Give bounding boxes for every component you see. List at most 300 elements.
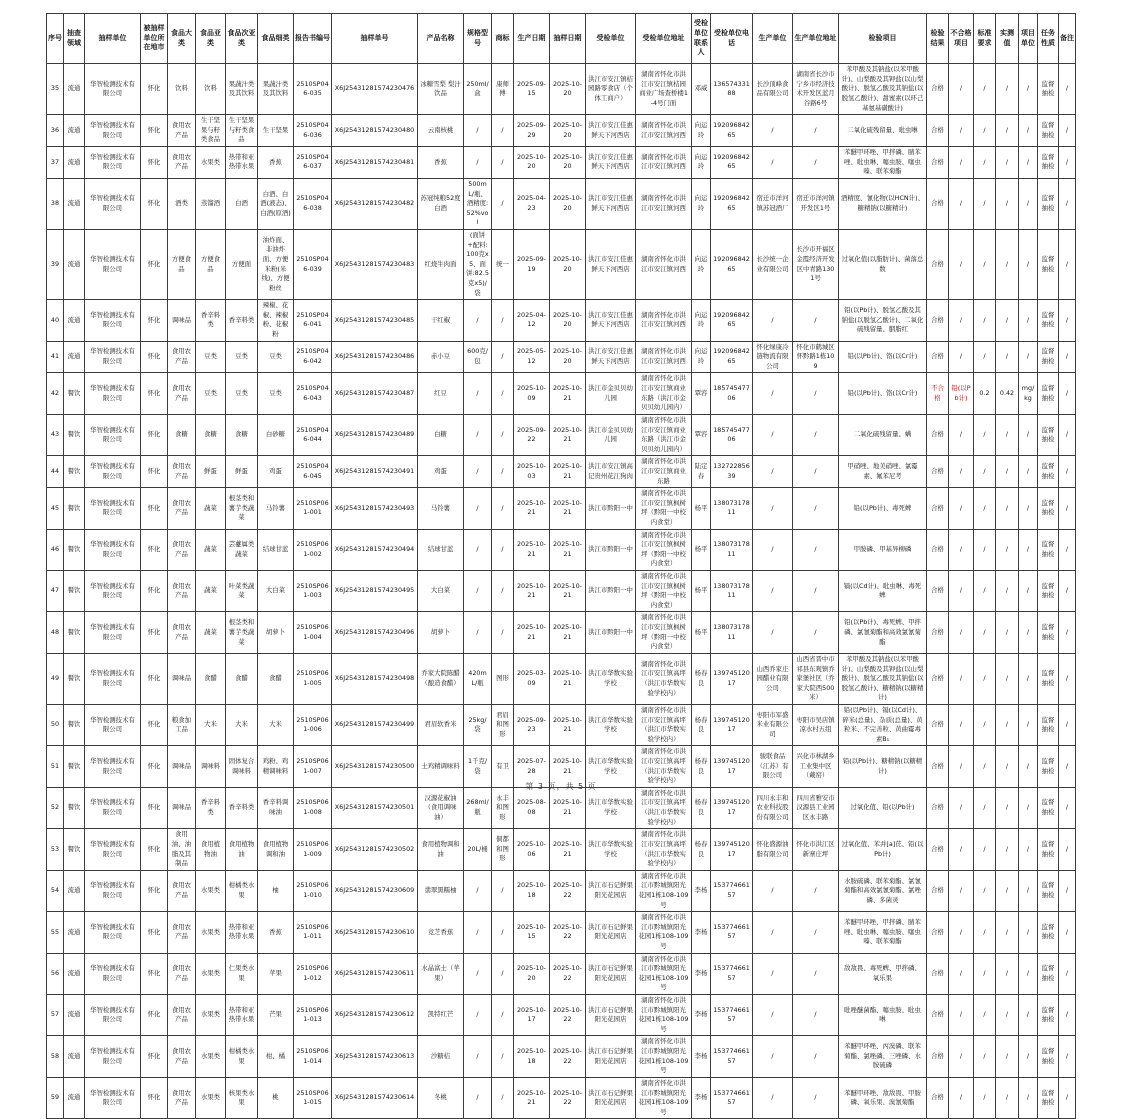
table-cell: 流通 xyxy=(64,1077,85,1118)
table-cell: 20L/桶 xyxy=(464,829,492,870)
header-cell: 抽查领域 xyxy=(64,14,85,64)
table-cell: 热带和亚热带水果 xyxy=(226,995,258,1036)
table-cell: 流通 xyxy=(64,953,85,994)
table-cell: 香辛料类 xyxy=(226,300,258,341)
table-cell: 2510SP061-003 xyxy=(294,571,332,612)
table-row xyxy=(47,488,1076,529)
table-cell: 怀化 xyxy=(141,529,168,570)
table-cell: 2025-10-20 xyxy=(514,147,550,179)
table-cell: 豆类 xyxy=(258,341,294,373)
table-cell: 怀化 xyxy=(141,229,168,299)
table-cell: 2510SP046-041 xyxy=(294,300,332,341)
table-cell: 过氧化值、铅(以Pb计) xyxy=(839,787,927,828)
header-cell: 受检单位地址 xyxy=(636,14,692,64)
table-cell: 38 xyxy=(47,178,64,229)
table-cell: 柑、橘 xyxy=(258,1036,294,1077)
table-cell: / xyxy=(1019,653,1038,704)
table-cell: 怀化 xyxy=(141,414,168,455)
table-cell: 华智检测技术有限公司 xyxy=(85,64,141,115)
table-cell: 赤小豆 xyxy=(418,341,464,373)
table-cell: 向运玲 xyxy=(692,229,711,299)
table-cell: 湖南省怀化市洪江市黔城镇阳光花园1栋108-109号 xyxy=(636,912,692,953)
table-cell: X6J25431281574230496 xyxy=(332,612,418,653)
table-cell: / xyxy=(996,653,1019,704)
table-cell: / xyxy=(996,456,1019,488)
table-cell: 36 xyxy=(47,115,64,147)
table-cell: 2025-10-21 xyxy=(550,653,586,704)
table-cell: 甲硝唑、地美硝唑、氯霉素、氟苯尼考 xyxy=(839,456,927,488)
table-cell: 华智检测技术有限公司 xyxy=(85,1077,141,1118)
header-cell: 项目单位 xyxy=(1019,14,1038,64)
table-cell: 餐饮 xyxy=(64,612,85,653)
table-cell: / xyxy=(974,488,996,529)
table-cell: 监督抽检 xyxy=(1038,953,1059,994)
table-cell: / xyxy=(464,870,492,911)
header-cell: 生产单位地址 xyxy=(793,14,839,64)
table-cell: 2025-10-18 xyxy=(514,870,550,911)
table-cell: 水胺硫磷、联苯菊酯、氯氰菊酯和高效氯氰菊酯、氯唑磷、多菌灵 xyxy=(839,870,927,911)
table-cell: 邓威 xyxy=(692,64,711,115)
table-cell: / xyxy=(974,1036,996,1077)
table-cell: 甲胺磷、甲基异柳磷 xyxy=(839,529,927,570)
table-cell: 合格 xyxy=(927,995,949,1036)
table-cell: 50 xyxy=(47,704,64,745)
table-cell: 怀化市鹤城区怀黔路1栋109 xyxy=(793,341,839,373)
table-cell: 合格 xyxy=(927,115,949,147)
table-cell: 白糖 xyxy=(418,414,464,455)
table-cell: 镉(以Cd计)、吡虫啉、毒死蜱 xyxy=(839,571,927,612)
table-cell: 合格 xyxy=(927,1036,949,1077)
table-cell: X6J25431281574230500 xyxy=(332,746,418,787)
table-cell: 2510SP046-045 xyxy=(294,456,332,488)
table-cell: 铅(以Pb计) xyxy=(949,373,974,414)
table-cell: 2025-08-08 xyxy=(514,787,550,828)
table-cell: 杨平 xyxy=(692,488,711,529)
table-cell: / xyxy=(949,529,974,570)
table-cell: 白酒 xyxy=(226,178,258,229)
table-cell: / xyxy=(464,1077,492,1118)
header-cell: 实测值 xyxy=(996,14,1019,64)
table-cell: 13807317811 xyxy=(711,612,753,653)
table-cell: 餐饮 xyxy=(64,746,85,787)
table-cell: 19209684265 xyxy=(711,300,753,341)
table-cell: 怀化 xyxy=(141,147,168,179)
table-cell: 山西乔家庄园醋业有限公司 xyxy=(753,653,793,704)
table-cell: X6J25431281574230499 xyxy=(332,704,418,745)
table-cell: 食用农产品 xyxy=(168,373,196,414)
table-cell: / xyxy=(996,870,1019,911)
table-cell: 食用植物油 xyxy=(226,829,258,870)
table-cell: 铅(以Pb计)、毒死蜱 xyxy=(839,488,927,529)
table-cell: 监督抽检 xyxy=(1038,341,1059,373)
table-cell: / xyxy=(996,995,1019,1036)
table-cell: 生干坚果与籽类食品 xyxy=(196,115,226,147)
table-cell: 杨春良 xyxy=(692,653,711,704)
table-cell: 柑橘类水果 xyxy=(226,1036,258,1077)
table-cell: / xyxy=(464,115,492,147)
table-cell: 李杨 xyxy=(692,1077,711,1118)
table-cell: 监督抽检 xyxy=(1038,912,1059,953)
table-cell: 洪江市华数实验学校 xyxy=(586,787,636,828)
table-row xyxy=(47,414,1076,455)
table-cell: 李杨 xyxy=(692,870,711,911)
table-cell: 二氧化硫残留量、螨 xyxy=(839,414,927,455)
table-cell: 监督抽检 xyxy=(1038,373,1059,414)
table-cell: 洪江市华数实验学校 xyxy=(586,829,636,870)
table-cell: X6J25431281574230614 xyxy=(332,1077,418,1118)
table-cell: 水果类 xyxy=(196,953,226,994)
table-cell: 19209684265 xyxy=(711,229,753,299)
table-cell: / xyxy=(974,612,996,653)
table-cell: / xyxy=(949,456,974,488)
table-cell: 向运玲 xyxy=(692,178,711,229)
header-cell: 抽样单位 xyxy=(85,14,141,64)
table-row xyxy=(47,995,1076,1036)
table-cell: 15377466157 xyxy=(711,870,753,911)
table-cell: 怀化 xyxy=(141,829,168,870)
table-cell: 湖南省怀化市洪江市安江镇商业东路（洪江市金贝贝幼儿园内） xyxy=(636,414,692,455)
table-cell: 15377466157 xyxy=(711,1077,753,1118)
table-cell: 44 xyxy=(47,456,64,488)
table-cell: 大白菜 xyxy=(258,571,294,612)
table-cell: 怀化 xyxy=(141,300,168,341)
table-cell: / xyxy=(492,1077,514,1118)
table-cell: 食醋 xyxy=(258,653,294,704)
table-cell: 苯醚甲环唑、甲拌磷、腈苯唑、吡虫啉、噻虫胺、噻虫嗪、联苯菊酯 xyxy=(839,147,927,179)
table-cell: 水果类 xyxy=(196,995,226,1036)
table-cell: / xyxy=(492,300,514,341)
table-cell: / xyxy=(1059,870,1076,911)
header-cell: 受检单位 xyxy=(586,14,636,64)
header-cell: 食品次亚类 xyxy=(226,14,258,64)
table-cell: / xyxy=(464,414,492,455)
table-cell: 监督抽检 xyxy=(1038,995,1059,1036)
table-cell: 水果类 xyxy=(196,147,226,179)
table-cell: 合格 xyxy=(927,746,949,787)
table-cell: / xyxy=(996,912,1019,953)
table-cell: 食用农产品 xyxy=(168,341,196,373)
table-cell: 2510SP061-013 xyxy=(294,995,332,1036)
table-cell: 51 xyxy=(47,746,64,787)
table-cell: 餐饮 xyxy=(64,571,85,612)
table-cell: 食糖 xyxy=(196,414,226,455)
table-cell: / xyxy=(1019,829,1038,870)
table-cell: 2510SP061-006 xyxy=(294,704,332,745)
table-cell: / xyxy=(949,1077,974,1118)
table-row xyxy=(47,456,1076,488)
table-cell: 香蕉 xyxy=(258,147,294,179)
table-cell: 鸡蛋 xyxy=(418,456,464,488)
table-cell: 水果类 xyxy=(196,870,226,911)
table-cell: 食用农产品 xyxy=(168,488,196,529)
table-cell: 湖南省怀化市洪江市安江镇枫树坪（黔阳一中校内食堂） xyxy=(636,488,692,529)
table-cell: 调味品 xyxy=(168,787,196,828)
table-cell: 香辛料类 xyxy=(196,787,226,828)
table-row xyxy=(47,341,1076,373)
table-cell: 洪江市安江镇高记贵州花江狗肉 xyxy=(586,456,636,488)
table-cell: / xyxy=(1019,300,1038,341)
table-cell: 监督抽检 xyxy=(1038,529,1059,570)
table-cell: / xyxy=(464,488,492,529)
table-cell: 湖南省怀化市洪江市黔城镇阳光花园1栋108-109号 xyxy=(636,1077,692,1118)
table-cell: / xyxy=(996,115,1019,147)
table-cell: 根茎类和薯芋类蔬菜 xyxy=(226,488,258,529)
table-cell: 柑橘类水果 xyxy=(226,870,258,911)
table-cell: / xyxy=(949,829,974,870)
table-cell: 洪江市黔阳一中 xyxy=(586,529,636,570)
table-cell: 湖南省怀化市洪江市黔城镇阳光花园1栋108-109号 xyxy=(636,870,692,911)
table-cell: / xyxy=(1059,64,1076,115)
table-cell: 固体复合调味料 xyxy=(226,746,258,787)
table-cell: / xyxy=(464,529,492,570)
table-cell: 湖南省怀化市洪江市安江镇枫树坪（黔阳一中校内食堂） xyxy=(636,529,692,570)
header-cell: 任务性质 xyxy=(1038,14,1059,64)
table-cell: 合格 xyxy=(927,529,949,570)
table-cell: 汉源花椒油（食用调味油） xyxy=(418,787,464,828)
header-cell: 不合格项目 xyxy=(949,14,974,64)
table-cell: / xyxy=(1059,488,1076,529)
table-cell: / xyxy=(793,488,839,529)
table-cell: / xyxy=(996,953,1019,994)
table-cell: 流通 xyxy=(64,178,85,229)
header-cell: 生产单位 xyxy=(753,14,793,64)
table-cell: 合格 xyxy=(927,341,949,373)
table-cell: 苯甲酸及其钠盐(以苯甲酸计)、山梨酸及其钾盐(以山梨酸计)、脱氢乙酸及其钠盐(以脱氢乙酸计)、糖精钠(以糖精计) xyxy=(839,653,927,704)
table-cell: 怀化 xyxy=(141,488,168,529)
table-cell: 19209684265 xyxy=(711,147,753,179)
table-cell: 19209684265 xyxy=(711,178,753,229)
table-cell: 2025-10-22 xyxy=(550,1036,586,1077)
table-cell: 13272285639 xyxy=(711,456,753,488)
table-cell: 香蕉 xyxy=(258,912,294,953)
table-cell: 兴化市林湖乡工业集中区（戴窑） xyxy=(793,746,839,787)
table-cell: 13974512017 xyxy=(711,704,753,745)
table-cell: 热带和亚热带水果 xyxy=(226,147,258,179)
table-cell: / xyxy=(974,115,996,147)
table-cell: 华智检测技术有限公司 xyxy=(85,653,141,704)
table-cell: 湖南省怀化市洪江市安江镇河西 xyxy=(636,115,692,147)
table-cell: / xyxy=(974,953,996,994)
table-cell: 湖南省怀化市洪江市安江镇枫树坪（黔阳一中校内食堂） xyxy=(636,571,692,612)
table-cell: / xyxy=(793,300,839,341)
table-cell: X6J25431281574230495 xyxy=(332,571,418,612)
table-cell: X6J25431281574230610 xyxy=(332,912,418,953)
table-cell: 枣阳市军盛米业有限公司 xyxy=(753,704,793,745)
table-cell: / xyxy=(753,414,793,455)
table-cell: / xyxy=(753,115,793,147)
table-row xyxy=(47,1077,1076,1118)
table-row xyxy=(47,912,1076,953)
header-cell: 食品细类 xyxy=(258,14,294,64)
table-cell: 59 xyxy=(47,1077,64,1118)
table-cell: / xyxy=(793,953,839,994)
table-cell: 食用农产品 xyxy=(168,1036,196,1077)
table-cell: 2025-09-22 xyxy=(514,414,550,455)
report-page xyxy=(0,13,1122,1116)
table-cell: / xyxy=(949,953,974,994)
table-cell: / xyxy=(1059,178,1076,229)
table-cell: 52 xyxy=(47,787,64,828)
table-cell: 2510SP061-007 xyxy=(294,746,332,787)
table-cell: 食用植物调和油 xyxy=(258,829,294,870)
table-cell: 山西省晋中市祁县东观镇乔家堡社区（乔家大院西500米） xyxy=(793,653,839,704)
table-cell: 2025-10-21 xyxy=(550,414,586,455)
table-cell: 白砂糖 xyxy=(258,414,294,455)
table-cell: / xyxy=(1019,178,1038,229)
table-cell: 2025-10-22 xyxy=(550,953,586,994)
table-cell: 46 xyxy=(47,529,64,570)
table-cell: / xyxy=(974,178,996,229)
table-cell: / xyxy=(996,229,1019,299)
table-cell: 杨春良 xyxy=(692,746,711,787)
table-cell: 13657433188 xyxy=(711,64,753,115)
table-cell: 2025-10-21 xyxy=(550,746,586,787)
table-cell: 湖南省怀化市洪江市安江镇桔园商业广场查桥楼1-4号门面 xyxy=(636,64,692,115)
table-cell: 华智检测技术有限公司 xyxy=(85,953,141,994)
table-cell: / xyxy=(1059,456,1076,488)
table-cell: / xyxy=(1059,912,1076,953)
table-cell: / xyxy=(1059,995,1076,1036)
table-cell: 向运玲 xyxy=(692,341,711,373)
table-cell: 监督抽检 xyxy=(1038,787,1059,828)
table-cell: 侗都和图形 xyxy=(492,829,514,870)
table-cell: / xyxy=(949,64,974,115)
table-cell: 2025-10-09 xyxy=(514,373,550,414)
table-cell: 湖南省怀化市洪江市安江镇河西 xyxy=(636,147,692,179)
table-cell: 生干坚果与籽类食品 xyxy=(226,115,258,147)
table-cell: 39 xyxy=(47,229,64,299)
table-cell: 四川永丰和农业科技股份有限公司 xyxy=(753,787,793,828)
table-cell: mg/kg xyxy=(1019,373,1038,414)
table-cell: 2025-10-20 xyxy=(550,115,586,147)
table-cell: 53 xyxy=(47,829,64,870)
table-cell: / xyxy=(753,953,793,994)
report-table xyxy=(46,13,1076,1119)
table-cell: / xyxy=(949,341,974,373)
table-cell: 食用农产品 xyxy=(168,953,196,994)
table-cell: 怀化绿康冷链物流有限公司 xyxy=(753,341,793,373)
table-cell: 铅(以Pb计)、镉(以Cd计)、碎米(总量)、杂质(总量)、黄粒米、不完善粒、黄曲霉毒素B₁ xyxy=(839,704,927,745)
table-cell: 李杨 xyxy=(692,1036,711,1077)
table-cell: 沙糖桔 xyxy=(418,1036,464,1077)
table-cell: 1千克/袋 xyxy=(464,746,492,787)
table-cell: 芸薹属类蔬菜 xyxy=(226,529,258,570)
table-cell: 2025-10-21 xyxy=(550,787,586,828)
table-cell: 杨春良 xyxy=(692,704,711,745)
table-cell: 图形 xyxy=(492,653,514,704)
table-cell: / xyxy=(1019,612,1038,653)
table-cell: / xyxy=(974,870,996,911)
table-cell: 蔬菜 xyxy=(196,529,226,570)
table-cell: 湖南省怀化市洪江市安江镇高坪（洪江市华数实验学校内） xyxy=(636,829,692,870)
table-cell: 仁果类水果 xyxy=(226,953,258,994)
table-cell: 华智检测技术有限公司 xyxy=(85,1036,141,1077)
table-cell: 58 xyxy=(47,1036,64,1077)
table-cell: 怀化市洪江区新寨庄坪 xyxy=(793,829,839,870)
table-cell: / xyxy=(1059,147,1076,179)
table-cell: 香辛料调味油 xyxy=(258,787,294,828)
table-cell: 合格 xyxy=(927,912,949,953)
table-cell: 翡翠黑糯柚 xyxy=(418,870,464,911)
table-cell: 57 xyxy=(47,995,64,1036)
table-cell: 洪江市黔阳一中 xyxy=(586,612,636,653)
table-cell: / xyxy=(793,1077,839,1118)
table-cell: 2025-10-22 xyxy=(550,870,586,911)
table-row xyxy=(47,64,1076,115)
table-cell: 湖南省怀化市洪江市安江镇河西 xyxy=(636,178,692,229)
table-cell: 37 xyxy=(47,147,64,179)
table-cell: 监督抽检 xyxy=(1038,1077,1059,1118)
table-cell: 流通 xyxy=(64,995,85,1036)
table-cell: 洪江市石记鲜果阳光花园店 xyxy=(586,1036,636,1077)
table-cell: 2025-09-19 xyxy=(514,229,550,299)
header-cell: 被抽样单位所在地市 xyxy=(141,14,168,64)
table-cell: 马铃薯 xyxy=(258,488,294,529)
table-cell: 500mL/瓶、酒精度:52%vol xyxy=(464,178,492,229)
table-cell: 怀化 xyxy=(141,178,168,229)
table-cell: 2025-10-20 xyxy=(514,953,550,994)
table-cell: 豆类 xyxy=(226,341,258,373)
table-cell: / xyxy=(793,529,839,570)
table-cell: / xyxy=(793,995,839,1036)
table-cell: 268ml/瓶 xyxy=(464,787,492,828)
table-cell: / xyxy=(996,300,1019,341)
table-cell: / xyxy=(753,571,793,612)
table-cell: 粮食加工品 xyxy=(168,704,196,745)
table-cell: 不合格 xyxy=(927,373,949,414)
table-cell: 19209684265 xyxy=(711,341,753,373)
table-cell: 长沙统一企业有限公司 xyxy=(753,229,793,299)
table-cell: 监督抽检 xyxy=(1038,1036,1059,1077)
table-cell: X6J25431281574230482 xyxy=(332,178,418,229)
table-cell: 合格 xyxy=(927,612,949,653)
table-cell: / xyxy=(1019,870,1038,911)
table-cell: / xyxy=(1059,571,1076,612)
table-cell: 铅(以Pb计)、脱氢乙酸及其钠盐(以脱氢乙酸计)、二氧化硫残留量、胭脂红 xyxy=(839,300,927,341)
table-cell: 调味品 xyxy=(168,746,196,787)
table-cell: 华智检测技术有限公司 xyxy=(85,612,141,653)
table-cell: 杨平 xyxy=(692,612,711,653)
table-cell: 监督抽检 xyxy=(1038,115,1059,147)
table-cell: 13807317811 xyxy=(711,571,753,612)
table-cell: 君眉和图形 xyxy=(492,704,514,745)
table-cell: 有卫 xyxy=(492,746,514,787)
table-cell: 2510SP046-042 xyxy=(294,341,332,373)
table-cell: 2510SP061-001 xyxy=(294,488,332,529)
table-cell: 食用农产品 xyxy=(168,571,196,612)
table-cell: 苯醚甲环唑、甲拌磷、腈苯唑、吡虫啉、噻虫胺、噻虫嗪、联苯菊酯 xyxy=(839,912,927,953)
table-cell: / xyxy=(492,178,514,229)
table-cell: 华智检测技术有限公司 xyxy=(85,704,141,745)
table-cell: 洪江市黔阳一中 xyxy=(586,488,636,529)
table-cell: 杨平 xyxy=(692,571,711,612)
table-cell: 2025-10-20 xyxy=(550,64,586,115)
table-cell: 覃容 xyxy=(692,414,711,455)
table-cell: 15377466157 xyxy=(711,953,753,994)
table-cell: / xyxy=(1059,229,1076,299)
table-cell: 热带和亚热带水果 xyxy=(226,912,258,953)
table-cell: 鲜蛋 xyxy=(226,456,258,488)
table-cell: 2510SP061-004 xyxy=(294,612,332,653)
table-cell: X6J25431281574230611 xyxy=(332,953,418,994)
table-cell: 25kg/袋 xyxy=(464,704,492,745)
table-cell: 2025-10-21 xyxy=(550,456,586,488)
table-cell: 豆类 xyxy=(258,373,294,414)
header-cell: 食品大类 xyxy=(168,14,196,64)
table-cell: 湖南省怀化市洪江市安江镇高坪（洪江市华数实验学校内） xyxy=(636,787,692,828)
table-cell: 苯醚甲环唑、敌敌畏、甲胺磷、氧乐果、溴氰菊酯 xyxy=(839,1077,927,1118)
table-cell: 华智检测技术有限公司 xyxy=(85,414,141,455)
